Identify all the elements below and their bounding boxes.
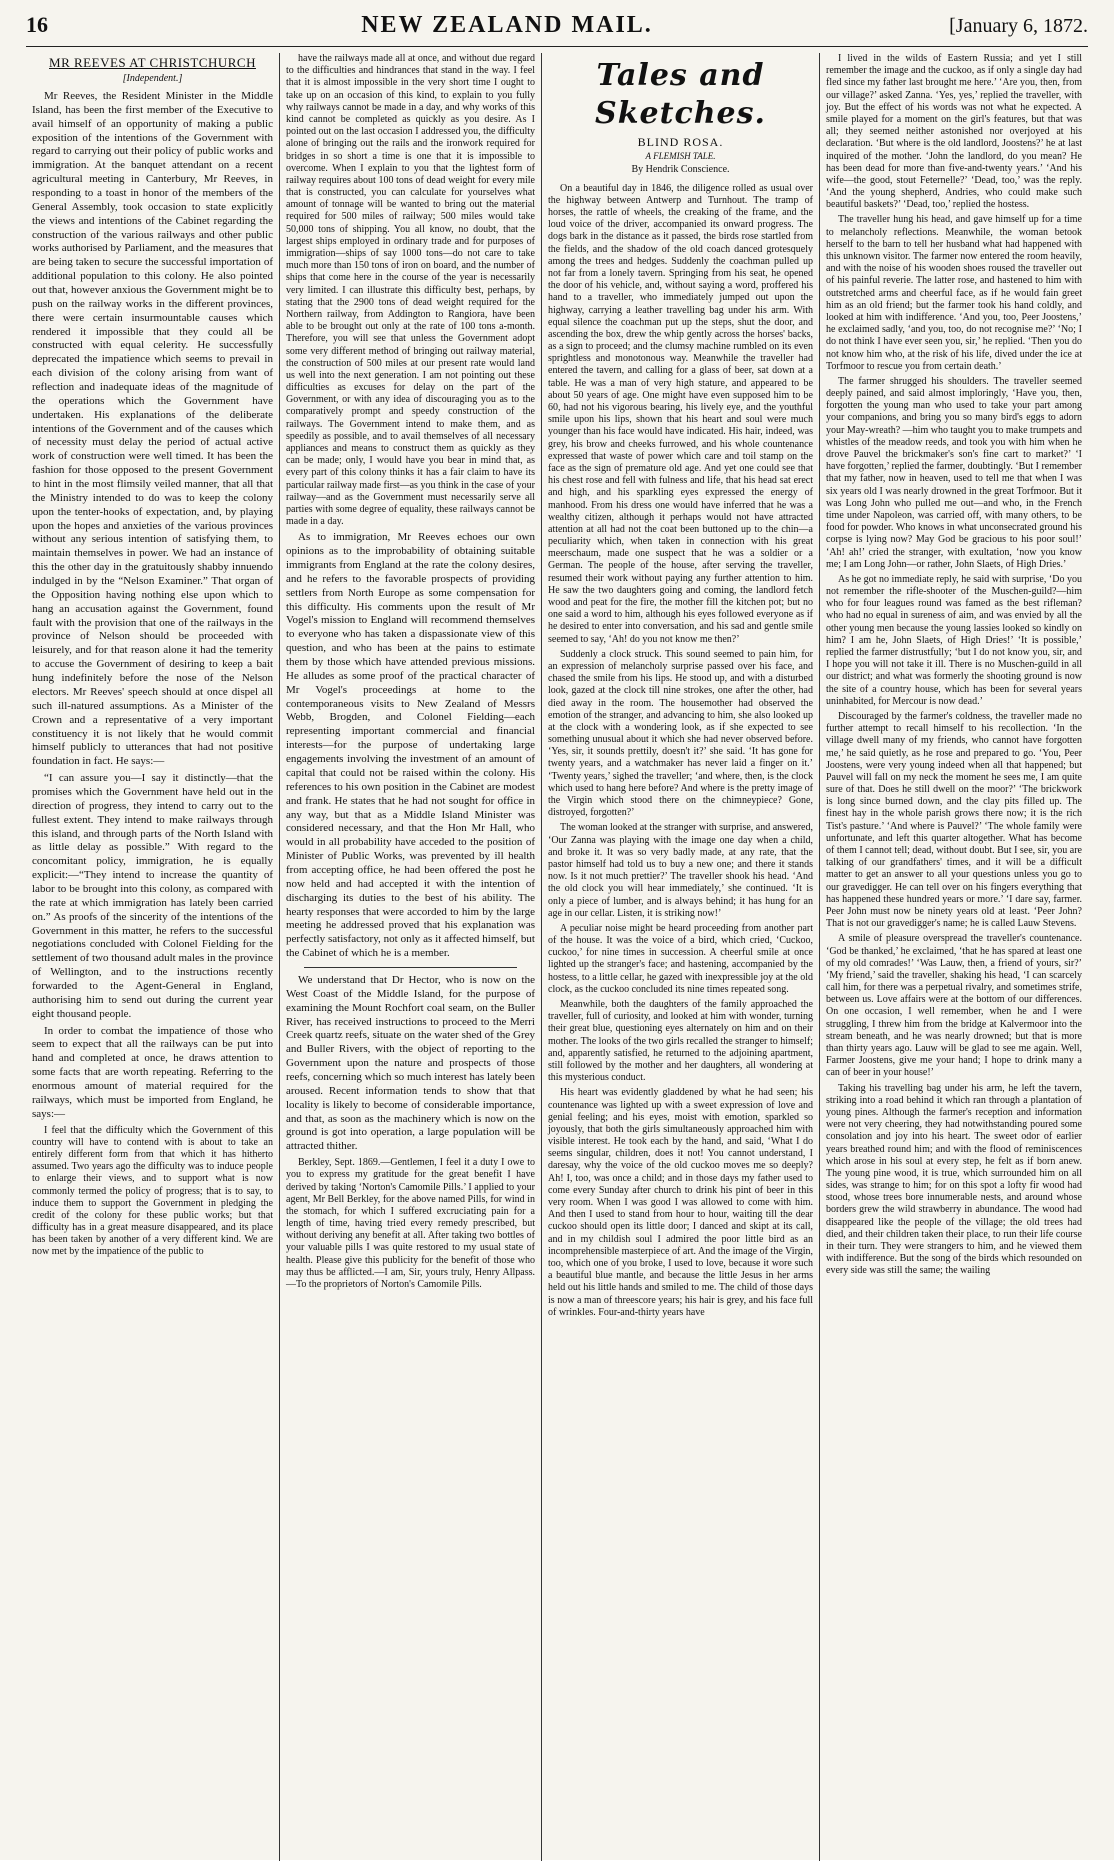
paragraph: A peculiar noise might be heard proceeding from another part of the house. It was the voice of a bird, which cried, ‘Cuckoo, cuckoo,’ for nine times in succession. A cheerful smile at once lighted up the stranger's face; and hastening, accompanied by the hostess, to a little cellar, he gazed with inexpressible joy at the old clock, as the cuckoo concluded its nine times repeated song. [548,922,813,995]
section-title: Tales and Sketches. [595,58,766,131]
quoted-paragraph: have the railways made all at once, and without due regard to the difficulties and hindrances that stand in the way. I feel that it is almost impossible in the very short time I ought to take up on an occasion of this kind, to explain to you fully why railways cannot be made in a day, and why works of this kind cannot be completed as quickly as you desire. As I pointed out on the last occasion I addressed you, the difficulty alone of bringing out the rails and the ironwork required for bridges in so short a time is one that it is impossible to overcome. When I explain to you that the lightest form of railway requires about 100 tons of dead weight for every mile that is constructed, you can calculate for yourselves what amount of tonnage will be wanted to bring out the material required for 500 miles of railway; 500 miles would take 50,000 tons of shipping. You all know, no doubt, that the largest ships employed in ordinary trade and for purposes of immigration—ships of say 1000 tons—do not care to take much more than 150 tons of iron on board, and the number of ships that come here in the course of the year is necessarily very limited. I can illustrate this difficulty best, perhaps, by stating that the 2900 tons of dead weight required for the Northern railway, from Addington to Rangiora, have been able to be brought out only at the rate of 100 tons a-month. Therefore, you will see that unless the Government adopt some very different method of bringing out railway material, the construction of 500 miles at our present rate would land us well into the next generation. I am not pointing out these difficulties as excuses for delay on the part of the Government, or with any idea of discouraging you as to the comparatively prompt and speedy construction of the railways. The Government intend to make them, and as speedily as possible, and to avail themselves of all necessary appliances and means to construct them as quickly as they can be made; only, I would have you bear in mind that, as every part of this colony thinks it has a fair claim to have its particular railway made first—as you think in the case of your railway—and as the Government must necessarily serve all parties with some degree of equality, these railways cannot be made in a day. [286,53,535,528]
paragraph: On a beautiful day in 1846, the diligence rolled as usual over the highway between Antwerp and Turnhout. The tramp of horses, the rattle of wheels, the creaking of the frame, and the loud voice of the driver, accompanied its onward progress. The dogs bark in the distance as it passed, the birds rose startled from the fields, and the shadow of the old coach danced grotesquely among the trees and hedges. Suddenly the coachman pulled up not far from a lonely tavern. Springing from his seat, he opened the door of his vehicle, and, without saying a word, proffered his hand to a traveller, who immediately jumped out upon the highway, carrying a leather travelling bag under his arm. With equal silence the coachman put up the steps, shut the door, and ascending the box, drew the whip gently across the horses' backs, as a sign to proceed; and the clumsy machine rumbled on its even sprightless and monotonous way. Meanwhile the traveller had entered the tavern, and calling for a glass of beer, sat down at a table. He was a man of very high stature, and appeared to be about 50 years of age. One might have even supposed him to be 60, had not his vigorous bearing, his lively eye, and the youthful smile upon his lips, shown that his heart and soul were much younger than his face would have indicated. His hair, indeed, was grey, his brow and cheeks furrowed, and his whole countenance expressed that waste of power which care and toil stamp on the face as the sign of premature old age. And yet one could see that his chest rose and fell with fulness and life, that his head sat erect and high, and his sparkling eyes expressed the energy of manhood. From his dress one would have inferred that he was a wealthy citizen, although it perhaps would not have attracted attention at all had not the coat been buttoned up to the chin—a peculiarity which, when taken in connection with his great meerschaum, made one suspect that he was a soldier or a German. The people of the house, after serving the traveller, resumed their work without paying any further attention to him. He saw the two daughters going and coming, the landlord fetch wood and peat for the fire, the mother fill the kitchen pot; but no one said a word to him, although his eyes followed everyone as if he desired to enter into conversation, and his sad and gentle smile seemed to say, ‘Ah! do you not know me then?’ [548,182,813,645]
column-3 [542,53,820,1861]
article-heading: MR REEVES AT CHRISTCHURCH [49,55,256,70]
paragraph: I lived in the wilds of Eastern Russia; and yet I still remember the image and the cuckoo, as if only a single day had fled since my father last brought me here.’ ‘Are you, then, from our village?’ asked Zanna. ‘Yes, yes,’ replied the traveller, with joy. But the effect of his words was not what he expected. A smile played for a moment on the girl's features, but that was all; they seemed neither astonished nor overjoyed at his declaration. ‘But where is the old landlord, Joostens?’ he at last inquired of the mother. ‘John the landlord, do you mean? He has been dead for more than five-and-twenty years.’ ‘And his wife—the good, stout Feternelle?’ ‘Dead, too,’ was the reply. ‘And the young shepherd, Andries, who could make such beautiful baskets?’ ‘Dead, too,’ replied the hostess. [826,53,1082,211]
advertisement: Berkley, Sept. 1869.—Gentlemen, I feel it a duty I owe to you to express my gratitude for the great benefit I have derived by taking ‘Norton's Camomile Pills.’ I applied to your agent, Mr Bell Berkley, for the above named Pills, for wind in the stomach, for which I suffered excruciating pain for a length of time, having tried every remedy prescribed, but without deriving any benefit at all. After taking two bottles of your valuable pills I was quite restored to my usual state of health. Please give this publicity for the benefit of those who may thus be afflicted.—I am, Sir, yours truly, Henry Allpass.—To the proprietors of Norton's Camomile Pills. [286,1157,535,1290]
paragraph: Mr Reeves, the Resident Minister in the Middle Island, has been the first member of the Executive to avail himself of an opportunity of making a public exposition of the intentions of the Government with regard to carrying out their policy of public works and immigration. At the banquet attendant on a recent agricultural meeting in Canterbury, Mr Reeves, in responding to a toast in honor of the members of the General Assembly, took occasion to state explicitly the views and intentions of the Cabinet regarding the construction of the various railways and other public works authorised by Parliament, and the measures that are being taken to secure the successful importation of additional population to this colony. He also pointed out that, however anxious the Government might be to push on the railway works in the different provinces, there were certain insurmountable causes which rendered it impossible that they could all be constructed with equal celerity. He successfully deprecated the impatience which seems to prevail in each division of the colony arising from want of reflection and inadequate ideas of the magnitude of the operations which the Government have undertaken. His explanations of the deliberate intentions of the Government and of the causes which of necessity must delay the period of actual active work of construction were well timed. It has been the fashion for those opposed to the present Government to hint in the most flimsily veiled manner, that all that the Ministry intended to do was to keep the colony upon the tenter-hooks of expectation, and, by playing upon the hopes and anxieties of the various provinces without any serious intention of satisfying them, to maintain themselves in power. We had an instance of this the other day in the gratuitously shabby innuendo indulged in by the “Nelson Examiner.” That organ of the Opposition having nothing else upon which to hang an accusation against the Government, found fault with the provision that one of the railways in the province of Nelson should be proceeded with leisurely, and for that reason alone it had the temerity to accuse the Government of desiring to keep a bait hung indefinitely before the nose of the Nelson electors. Mr Reeves' speech should at once dispel all such ill-natured assumptions. As a Minister of the Crown and a representative of a very important constituency it is not likely that he would commit himself publicly to utterances that had not positive foundation in fact. He says:— [32,89,273,768]
columns [26,53,1088,1861]
paragraph: Suddenly a clock struck. This sound seemed to pain him, for an expression of melancholy surprise passed over his face, and chased the smile from his lips. He stood up, and with a disturbed look, gazed at the clock till nine strokes, one after the other, had died away in the room. The housemother had observed the emotion of the stranger, and advancing to him, she also looked up at the clock with a wondering look, as if she expected to see something unusual about it which she had never observed before. ‘Yes, sir, it sounds prettily, doesn't it?’ she said. ‘It has gone for twenty years, and a watchmaker has never laid a finger on it.’ ‘Twenty years,’ sighed the traveller; ‘and where, then, is the clock which used to hang here before? And where is the pretty image of the Virgin which stood there on the chimneypiece? Gone, distroyed, forgotten?’ [548,648,813,819]
story-subtitle: A FLEMISH TALE. [645,150,716,161]
paragraph: In order to combat the impatience of those who seem to expect that all the railways can be put into hand and completed at once, he draws attention to some facts that are worth repeating. Referring to the enormous amount of material required for the railways, which must be imported from England, he says:— [32,1024,273,1120]
paragraph: A smile of pleasure overspread the traveller's countenance. ‘God be thanked,’ he exclaimed, ‘that he has spared at least one of my old comrades!’ ‘Was Lauw, then, a friend of yours, sir?’ ‘My friend,’ said the traveller, shaking his head, ‘I can scarcely call him, for there was a perpetual rivalry, and sometimes strife, between us. Love affairs were at the bottom of our differences. On one occasion, I well remember, when he and I were struggling, I threw him from the bridge at Kalvermoor into the stream beneath, and he was nearly drowned; but that is more than thirty years ago. Lauw will be glad to see me again. Well, Farmer Joostens, give me your hand; I hope to drink many a can of beer in your house!’ [826,933,1082,1079]
issue-date: [January 6, 1872. [949,15,1088,37]
paragraph: Meanwhile, both the daughters of the family approached the traveller, full of curiosity, and looked at him with wonder, turning their great blue, questioning eyes alternately on him and on their mother. The looks of the two girls recalled the stranger to himself; and, apparently satisfied, he returned to the adjoining apartment, still followed by the mother and her daughters, all wondering at this mysterious conduct. [548,999,813,1084]
column-4 [820,53,1088,1861]
paragraph: As he got no immediate reply, he said with surprise, ‘Do you not remember the rifle-shooter of the Muschen-guild?—him who for four leagues round was famed as the best rifleman? who had no equal in sureness of aim, and was envied by all the other young men because the young lassies looked so kindly on him? I am he, John Slaets, of High Dries!’ ‘It is possible,’ replied the farmer distrustfully; ‘but I do not know you, sir, and I hope you will not take it ill. There is no Muschen-guild in all our district; and what was formerly the shooting ground is now the site of a country house, which has been for several years uninhabited, for Mercour is now dead.’ [826,573,1082,707]
paragraph: “I can assure you—I say it distinctly—that the promises which the Government have held out in the direction of progress, they intend to carry out to the fullest extent. They intend to make railways through this island, and through parts of the North Island with as little delay as possible.” With regard to the concomitant policy, immigration, he is equally explicit:—“They intend to increase the quantity of labor to be brought into this colony, as compared with the rate at which immigration has lately been carried on.” As proofs of the sincerity of the intentions of the Government in this matter, he refers to the successful negotiations concluded with Colonel Fielding for the settlement of two thousand adult males in the province of Wellington, and to the instructions recently forwarded to the Agent-General in England, authorising him to send out during the current year eight thousand people. [32,772,273,1020]
paragraph: The woman looked at the stranger with surprise, and answered, ‘Our Zanna was playing with the image one day when a child, and broke it. It was so very badly made, at any rate, that the pastor himself had told us to buy a new one; and there it stands now. Is it not much prettier?’ The traveller shook his head. ‘And the old clock you will hear immediately,’ she continued. ‘It is only a piece of lumber, and is always behind; it has hung for an age in our cellar. Listen, it is striking now!’ [548,822,813,919]
paragraph: The traveller hung his head, and gave himself up for a time to melancholy reflections. Meanwhile, the woman betook herself to the barn to tell her husband what had happened with this unknown visitor. The farmer now entered the room heavily, and with the noise of his wooden shoes roused the traveller out of his painful reverie. The latter rose, and hastened to him with outstretched arms and cheerful face, as if he would fain greet him as an old friend; but the farmer took his hand coldly, and looked at him with indifference. ‘And you, too, Peer Joostens,’ he exclaimed sadly, ‘and you, too, do not recognise me?’ ‘No; I do not think I have ever seen you, sir,’ he replied. ‘Then you do not know him who, at the risk of his life, dived under the ice at Torfmoor to rescue you from certain death.’ [826,214,1082,372]
paragraph: His heart was evidently gladdened by what he had seen; his countenance was lighted up with a sweet expression of love and genial feeling; and his eyes, moist with emotion, sparkled so joyously, that both the girls simultaneously approached him with visible interest. He took each by the hand, and said, ‘What I do seems singular, children, does it not! You cannot understand, I daresay, why the voice of the old cuckoo moves me so deeply? Ah! I, too, was once a child; and in those days my father used to come every Sunday after church to drink his pint of beer in this very room. When I was good I was allowed to come with him. And then I used to stand from hour to hour, waiting till the dear cuckoo should open its little door; I danced and skipt at its call, and in my childish soul I admired the poor little bird as an incomprehensible masterpiece of art. And the image of the Virgin, too, which one of you broke, I used to love, because it wore such a beautiful blue mantle, and because the little Jesus in her arms held out his little hands and smiled to me. The child of those days is now a man of threescore years; his hair is grey, and his face full of wrinkles. Four-and-thirty years have [548,1087,813,1318]
article-source: [Independent.] [122,73,183,85]
paragraph: The farmer shrugged his shoulders. The traveller seemed deeply pained, and said almost imploringly, ‘Have you, then, forgotten the young man who used to take your part among your companions, and bring you so many bird's eggs to adorn your May-wreath? —him who taught you to make trumpets and whistles of the meadow reeds, and took you with him when he drove Pauvel the brickmaker's son's fine cart to market?’ ‘I have forgotten,’ replied the farmer, doubtingly. ‘But I remember that my father, now in heaven, used to tell me that when I was six years old I was nearly drowned in the great Torfmoor. But it was Long John who pulled me out—and who, in the French time under Napoleon, was carried off, with many others, to be food for powder. Who knows in what unconsecrated ground his corpse is lying now? May God be gracious to his poor soul!’ ‘Ah! ah!’ cried the stranger, with exultation, ‘now you know me; I am Long John—or rather, John Slaets, of High Dries.’ [826,375,1082,570]
paragraph: As to immigration, Mr Reeves echoes our own opinions as to the improbability of obtaining suitable immigrants from England at the rate the colony desires, and he refers to the favorable prospects of providing settlers from North Europe as some compensation for this difficulty. His comments upon the result of Mr Vogel's mission to England will recommend themselves to everyone who has taken a dispassionate view of this question, and who has been at the pains to estimate them by those which have attended previous missions. He alludes as some proof of the practical character of Mr Vogel's proceedings at home to the contemporaneous visits to New Zealand of Messrs Webb, Brogden, and Colonel Fielding—each representing important commercial and financial interests—for the purpose of undertaking large engagements involving the investment of an amount of capital that could not be raised within the colony. His references to his own position in the Cabinet are modest and frank. He states that he had not sought for office in any way, but that as a Middle Island Minister was considered necessary, and that the Hon Mr Hall, who would in all probability have acceded to the position of Minister of Public Works, was prevented by ill health from accepting office, he had been offered the post he now held and had accepted it with the intention of discharging its duties to the best of his ability. The hearty responses that were accorded to him by the large meeting he addressed proved that his explanation was perfectly satisfactory, not only as it affected himself, but the Cabinet of which he is a member. [286,531,535,960]
paragraph: Taking his travelling bag under his arm, he left the tavern, striking into a road behind it which ran through a plantation of young pines. Although the farmer's reception and information were not very cheering, they had notwithstanding poured some consolation and joy into his heart. The sweet odor of earlier years breathed round him; and with the flood of reminiscences which arose in his soul at every step, he felt as if born anew. The young pine wood, it is true, which surrounded him on all sides, was strange to him; for on this spot a lofty fir wood had stood, whose trees bore innumerable nests, and around whose borders grew the wild strawberry in abundance. The wood had disappeared like the people of the village; the old trees had died, and their children taken their place, to run their life course in their turn. They were strangers to him, and he viewed them with indifference. But the song of the birds which resounded on every side was still the same; the wailing [826,1082,1082,1277]
page-number: 16 [26,12,48,37]
column-1 [26,53,280,1861]
story-author: By Hendrik Conscience. [631,164,730,176]
paper-name: NEW ZEALAND MAIL. [361,12,653,38]
quoted-paragraph: I feel that the difficulty which the Government of this country will have to contend with is about to take an entirely different form from that which it has hitherto assumed. Two years ago the difficulty was to induce people to enlarge their views, and to support what is now commonly termed the policy of progress; that is to say, to induce them to support the Government in pledging the credit of the colony for these public works; but that difficulty has in a great measure disappeared, and its place has been taken by another of a very different kind. We are now met by the impatience of the public to [32,1124,273,1258]
column-2 [280,53,542,1861]
masthead [26,12,1088,47]
paragraph: Discouraged by the farmer's coldness, the traveller made no further attempt to recall himself to his recollection. ‘In the village dwell many of my friends, who cannot have forgotten me,’ he said quietly, as he rose and prepared to go. ‘You, Peer Joostens, were very young indeed when all that happened; but Pauvel will fall on my neck the moment he sees me, I am quite sure of that. Does he still dwell on the moor?’ ‘The brickwork is long since burned down, and the clay pits filled up. The finest hay in the whole parish grows there now; it is the rich Tist's pasture.’ ‘And where is Pauvel?’ ‘The whole family were unfortunate, and left this quarter altogether. What has become of them I cannot tell; dead, without doubt. But I see, sir, you are talking of our grandfathers' times, and it will be a difficult matter to get an answer to all your questions unless you go to our gravedigger. He can tell over on his fingers everything that has happened these hundred years or more.’ ‘I dare say, farmer. Peer John must now be ninety years old at least. ‘Peer John? That is not our gravedigger's name; he is called Lauw Stevens. [826,710,1082,930]
divider [304,967,517,968]
paragraph: We understand that Dr Hector, who is now on the West Coast of the Middle Island, for the purpose of examining the Mount Rochfort coal seam, on the Buller River, has received instructions to proceed to the Merri Creek quartz reefs, situate on the water shed of the Grey and Buller Rivers, with the object of reporting to the Government upon the nature and prospects of those reefs, concerning which so much interest has lately been aroused. Recent information tends to show that that locality is likely to become of considerable importance, and that, as soon as the machinery which is now on the ground is got into operation, a large population will be attracted thither. [286,973,535,1153]
story-title: BLIND ROSA. [637,134,724,149]
